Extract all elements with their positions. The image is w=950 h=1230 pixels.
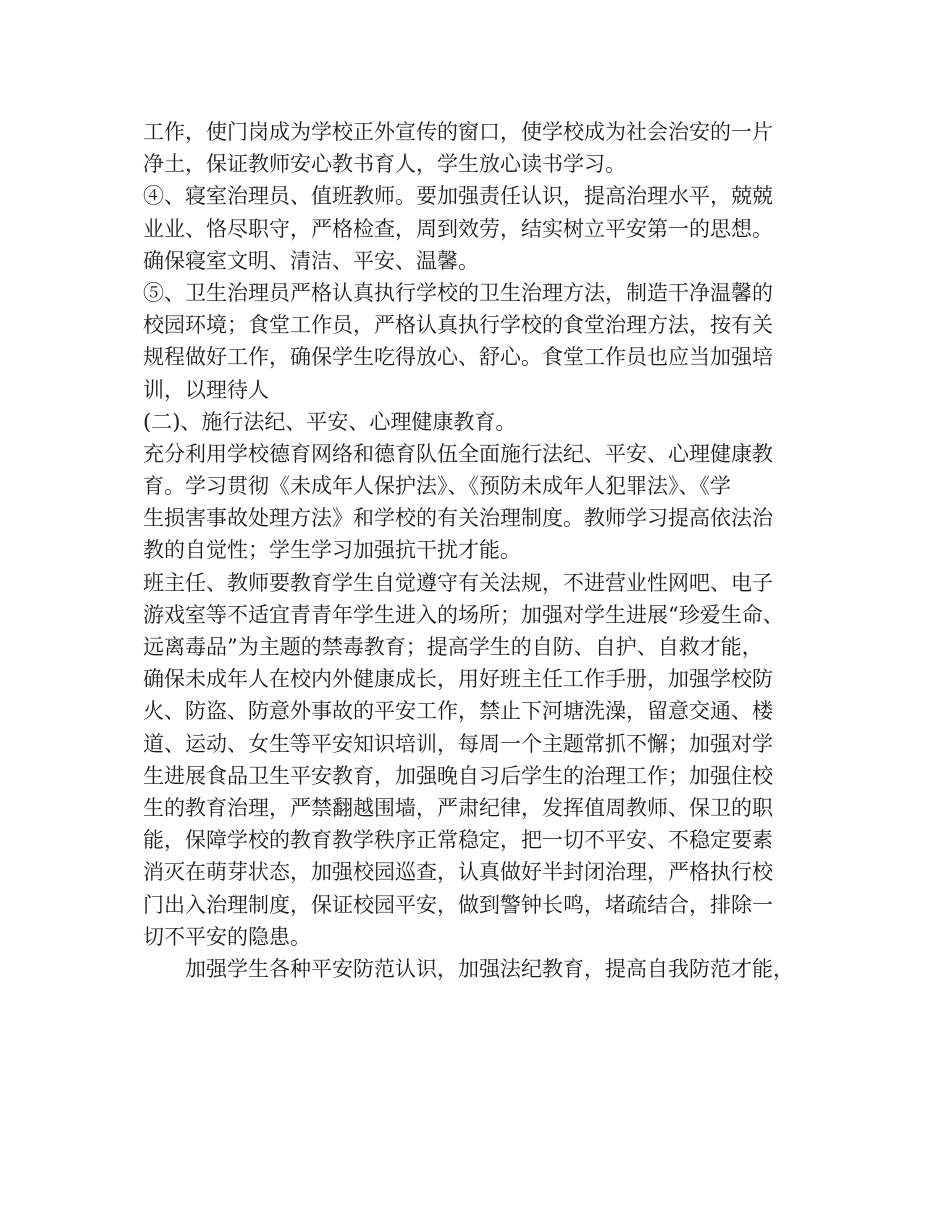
text-line: 班主任、教师要教育学生自觉遵守有关法规，不进营业性网吧、电子 [143, 570, 773, 595]
text-line: ④、寝室治理员、值班教师。要加强责任认识，提高治理水平，兢兢 [143, 184, 773, 209]
text-line: 教的自觉性；学生学习加强抗干扰才能。 [143, 538, 521, 563]
text-line: 业业、恪尽职守，严格检查，周到效劳，结实树立平安第一的思想。 [143, 216, 773, 241]
text-line: 道、运动、女生等平安知识培训，每周一个主题常抓不懈；加强对学 [143, 731, 773, 756]
text-line: 消灭在萌芽状态，加强校园巡查，认真做好半封闭治理，严格执行校 [143, 860, 773, 885]
section-heading: (二)、施行法纪、平安、心理健康教育。 [143, 409, 517, 434]
text-line: ⑤、卫生治理员严格认真执行学校的卫生治理方法，制造干净温馨的 [143, 280, 773, 305]
text-line: 校园环境；食堂工作员，严格认真执行学校的食堂治理方法，按有关 [143, 313, 773, 338]
text-line: 切不平安的隐患。 [143, 924, 311, 949]
text-line: 净土，保证教师安心教书育人，学生放心读书学习。 [143, 152, 626, 177]
document-body-text [143, 116, 833, 985]
text-line: 工作，使门岗成为学校正外宣传的窗口，使学校成为社会治安的一片 [143, 120, 773, 144]
text-line: 门出入治理制度，保证校园平安，做到警钟长鸣，堵疏结合，排除一 [143, 892, 773, 917]
text-line: 育。学习贯彻《未成年人保护法》、《预防未成年人犯罪法》、《学 [143, 474, 731, 499]
text-line: 生的教育治理，严禁翻越围墙，严肃纪律，发挥值周教师、保卫的职 [143, 795, 773, 820]
text-line: 确保寝室文明、清洁、平安、温馨。 [143, 248, 479, 273]
text-line: 生损害事故处理方法》和学校的有关治理制度。教师学习提高依法治 [143, 506, 773, 531]
text-line: 火、防盗、防意外事故的平安工作，禁止下河塘洗澡，留意交通、楼 [143, 699, 773, 724]
text-line: 能，保障学校的教育教学秩序正常稳定，把一切不平安、不稳定要素 [143, 828, 773, 853]
text-line: 确保未成年人在校内外健康成长，用好班主任工作手册，加强学校防 [143, 667, 773, 692]
text-line-indented: 加强学生各种平安防范认识，加强法纪教育，提高自我防范才能， [185, 956, 794, 981]
text-line: 充分利用学校德育网络和德育队伍全面施行法纪、平安、心理健康教 [143, 441, 773, 466]
text-line: 训，以理待人 [143, 377, 269, 402]
text-line: 游戏室等不适宜青青年学生进入的场所；加强对学生进展“珍爱生命、 [143, 602, 784, 627]
text-line: 规程做好工作，确保学生吃得放心、舒心。食堂工作员也应当加强培 [143, 345, 773, 370]
text-line: 生进展食品卫生平安教育，加强晚自习后学生的治理工作；加强住校 [143, 763, 773, 788]
text-line: 远离毒品”为主题的禁毒教育；提高学生的自防、自护、自救才能， [143, 635, 763, 659]
